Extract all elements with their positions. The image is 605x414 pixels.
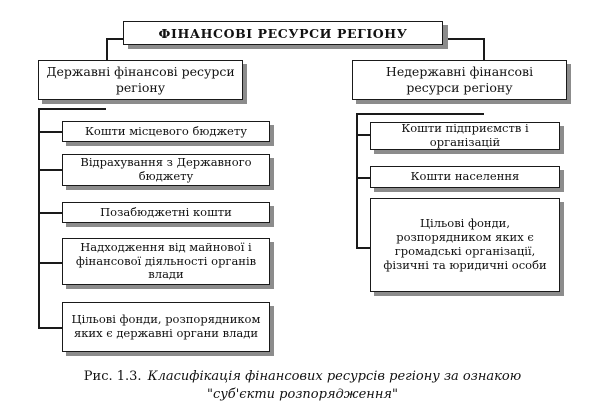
caption-text-1: Класифікація фінансових ресурсів регіону за ознакою [147, 369, 522, 384]
connector-right-branch-3 [356, 247, 370, 249]
right-item-enterprise-funds: Кошти підприємств і організацій [370, 122, 560, 150]
figure-caption [0, 368, 605, 403]
connector-right-branch-1 [356, 134, 370, 136]
left-item-state-budget-deductions: Відрахування з Державного бюджету [62, 154, 270, 186]
caption-line-1 [0, 368, 605, 386]
right-item-population-funds: Кошти населення [370, 166, 560, 188]
connector-right-branch-2 [356, 177, 370, 179]
left-item-property-revenue: Надходження від майнової і фінансової діяльності органів влади [62, 238, 270, 285]
connector-right-top [356, 113, 484, 115]
caption-line-2: "суб'єкти розпорядження" [207, 386, 398, 402]
connector-left-branch-1 [38, 131, 62, 133]
left-branch-heading: Державні фінансові ресурси регіону [38, 60, 243, 100]
connector-left-branch-5 [38, 327, 62, 329]
left-item-state-target-funds: Цільові фонди, розпорядником яких є державні органи влади [62, 302, 270, 352]
connector-left-trunk [38, 108, 40, 328]
left-item-extra-budget-funds: Позабюджетні кошти [62, 202, 270, 223]
connector-left-drop [106, 38, 108, 60]
connector-right-drop [483, 38, 485, 60]
left-item-local-budget: Кошти місцевого бюджету [62, 121, 270, 142]
connector-left-branch-3 [38, 212, 62, 214]
connector-left-top [38, 108, 106, 110]
right-branch-heading: Недержавні фінансові ресурси регіону [352, 60, 567, 100]
connector-left-branch-4 [38, 262, 62, 264]
caption-number: Рис. 1.3. [83, 369, 142, 384]
connector-left-branch-2 [38, 169, 62, 171]
right-item-public-target-funds: Цільові фонди, розпорядником яких є громадські організації, фізичні та юридичні особи [370, 198, 560, 292]
root-node-title: ФІНАНСОВІ РЕСУРСИ РЕГІОНУ [123, 21, 443, 45]
